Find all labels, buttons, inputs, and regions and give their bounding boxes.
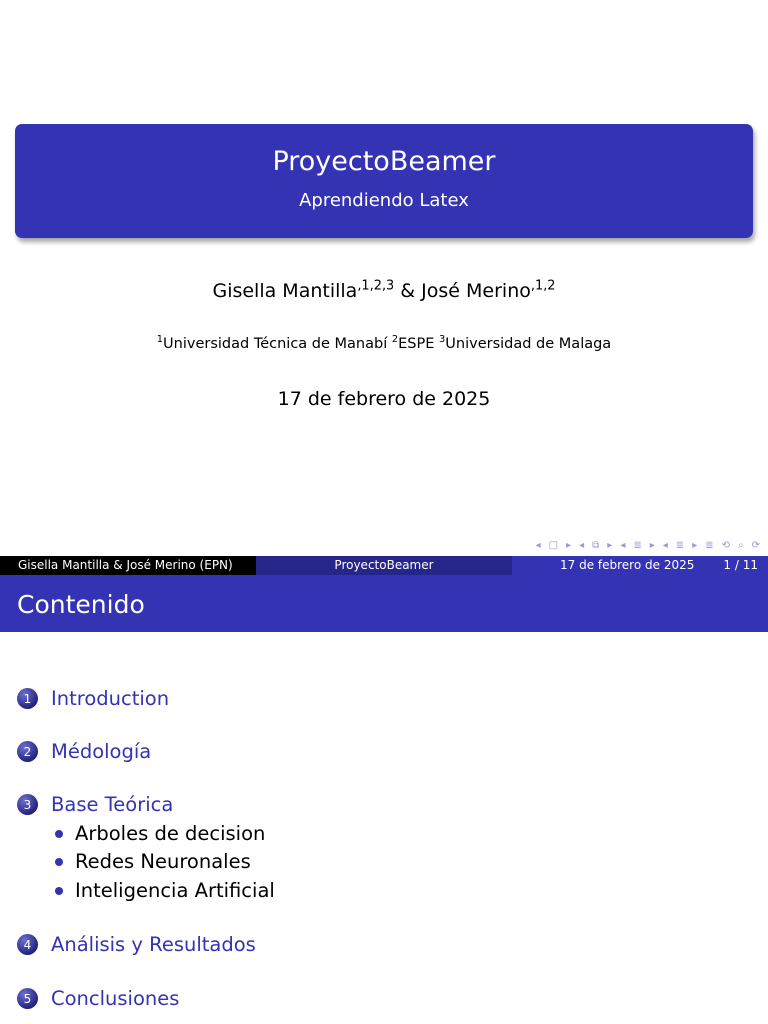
section-number-ball: 1 bbox=[17, 688, 38, 709]
section-number-ball: 4 bbox=[17, 934, 38, 955]
section-number-ball: 3 bbox=[17, 794, 38, 815]
author-1-marks: ,1,2,3 bbox=[357, 278, 395, 294]
toc-section-label: Análisis y Resultados bbox=[51, 933, 256, 956]
nav-prev-subsection-icon[interactable]: ◂ bbox=[579, 539, 585, 551]
nav-next-section-icon[interactable]: ▸ bbox=[649, 539, 655, 551]
footline-authors: Gisella Mantilla & José Merino (EPN) bbox=[0, 556, 256, 575]
toc-section-base-teorica[interactable] bbox=[17, 793, 173, 816]
affiliation-mark: 2 bbox=[391, 334, 399, 346]
presentation-subtitle: Aprendiendo Latex bbox=[299, 190, 469, 211]
toc-section-metodologia[interactable] bbox=[17, 740, 151, 763]
footline-title: ProyectoBeamer bbox=[256, 556, 512, 575]
frame-title-bar bbox=[0, 575, 768, 632]
section-number-ball: 2 bbox=[17, 741, 38, 762]
toc-section-label: Conclusiones bbox=[51, 987, 180, 1010]
affiliation-name: ESPE bbox=[398, 336, 435, 352]
author-2-marks: ,1,2 bbox=[530, 278, 556, 294]
author-line bbox=[0, 280, 768, 302]
section-number-ball: 5 bbox=[17, 988, 38, 1009]
toc-section-label: Introduction bbox=[51, 687, 170, 710]
footline bbox=[0, 556, 768, 575]
author-name-2: José Merino bbox=[421, 280, 531, 302]
toc-section-label: Base Teórica bbox=[51, 793, 174, 816]
toc-section-label: Médología bbox=[51, 740, 152, 763]
nav-forward-icon[interactable]: ⟳ bbox=[751, 539, 760, 551]
toc-section-analisis[interactable] bbox=[17, 933, 256, 956]
navigation-symbols bbox=[536, 538, 760, 552]
nav-next-frame-icon[interactable]: ▸ bbox=[566, 539, 572, 551]
nav-subsection-icon[interactable]: ⧉ bbox=[592, 539, 600, 551]
nav-next-doc-icon[interactable]: ▸ bbox=[692, 539, 698, 551]
toc-subsection-label: Arboles de decision bbox=[75, 822, 266, 845]
nav-search-icon[interactable]: ⌕ bbox=[738, 539, 744, 551]
nav-back-icon[interactable]: ⟲ bbox=[721, 539, 730, 551]
affiliation-mark: 1 bbox=[156, 334, 164, 346]
toc-subsection-arboles[interactable] bbox=[55, 822, 265, 845]
toc-subsection-label: Inteligencia Artificial bbox=[75, 879, 275, 902]
footline-date: 17 de febrero de 2025 bbox=[560, 558, 695, 572]
nav-next-subsection-icon[interactable]: ▸ bbox=[607, 539, 613, 551]
footline-date-page bbox=[512, 556, 768, 575]
footline-page-number: 1 / 11 bbox=[723, 558, 758, 572]
toc-subsection-label: Redes Neuronales bbox=[75, 850, 251, 873]
nav-frame-icon[interactable]: □ bbox=[548, 539, 559, 551]
nav-section-icon[interactable]: ≣ bbox=[633, 539, 642, 551]
title-block bbox=[15, 124, 753, 238]
affiliation-mark: 3 bbox=[439, 334, 446, 346]
nav-prev-section-icon[interactable]: ◂ bbox=[620, 539, 626, 551]
affiliation-name: Universidad de Malaga bbox=[445, 336, 612, 352]
bullet-icon bbox=[55, 830, 63, 838]
nav-doc-icon[interactable]: ≣ bbox=[675, 539, 685, 551]
table-of-contents bbox=[0, 632, 768, 1024]
toc-section-introduction[interactable] bbox=[17, 687, 169, 710]
toc-subsection-redes[interactable] bbox=[55, 850, 251, 873]
author-name-1: Gisella Mantilla bbox=[212, 280, 358, 302]
presentation-date: 17 de febrero de 2025 bbox=[277, 388, 491, 410]
toc-subsection-ia[interactable] bbox=[55, 879, 275, 902]
affiliations bbox=[0, 336, 768, 352]
author-connector: & bbox=[394, 280, 422, 302]
bullet-icon bbox=[55, 858, 63, 866]
nav-appendix-icon[interactable]: ≣ bbox=[705, 539, 714, 551]
affiliation-name: Universidad Técnica de Manabí bbox=[163, 336, 388, 352]
nav-prev-doc-icon[interactable]: ◂ bbox=[662, 539, 668, 551]
nav-prev-frame-icon[interactable]: ◂ bbox=[535, 539, 541, 551]
bullet-icon bbox=[55, 887, 63, 895]
toc-section-conclusiones[interactable] bbox=[17, 987, 179, 1010]
frame-title: Contenido bbox=[17, 590, 145, 619]
presentation-title: ProyectoBeamer bbox=[272, 146, 496, 177]
